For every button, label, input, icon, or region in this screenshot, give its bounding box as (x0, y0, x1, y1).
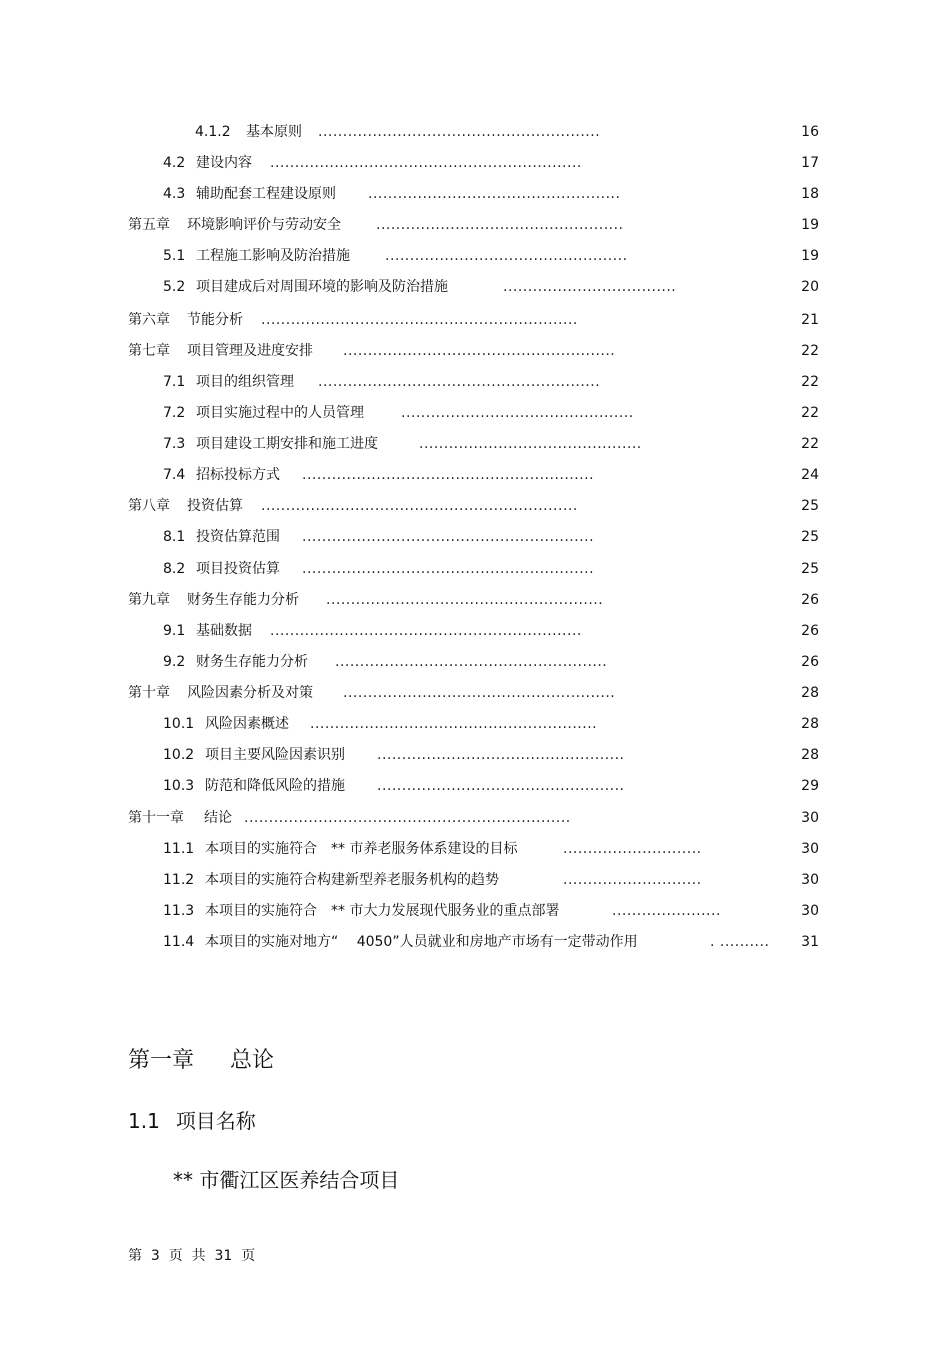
toc-row[interactable] (0, 372, 950, 392)
toc-leader: ................................................... (368, 186, 621, 202)
toc-page: 30 (801, 810, 819, 826)
toc-leader: ............................................................... (270, 155, 582, 171)
toc-title: 风险因素概述 (205, 716, 289, 732)
toc-row[interactable] (0, 870, 950, 890)
toc-page: 28 (801, 716, 819, 732)
toc-leader: ........................................................... (302, 529, 595, 545)
toc-row[interactable] (0, 465, 950, 485)
toc-row[interactable] (0, 246, 950, 266)
chapter-heading (128, 1046, 274, 1076)
toc-number: 10.2 (163, 747, 195, 763)
toc-leader: ....................................................... (335, 654, 608, 670)
toc-number: 4.1.2 (195, 124, 231, 140)
toc-title: 防范和降低风险的措施 (205, 778, 345, 794)
toc-row[interactable] (0, 714, 950, 734)
toc-title: 结论 (204, 810, 232, 826)
toc-number: 4.2 (163, 155, 186, 171)
toc-title: 投资估算 (187, 498, 243, 514)
toc-number: 11.2 (163, 872, 195, 888)
toc-number: 第七章 (128, 343, 170, 359)
toc-title: 项目建成后对周围环境的影响及防治措施 (196, 279, 448, 295)
toc-number: 第六章 (128, 312, 170, 328)
toc-row[interactable] (0, 932, 950, 952)
toc-page: 22 (801, 343, 819, 359)
toc-title: 风险因素分析及对策 (187, 685, 313, 701)
toc-number: 11.3 (163, 903, 195, 919)
toc-page: 30 (801, 872, 819, 888)
toc-leader: ............................ (563, 841, 702, 857)
toc-title: 财务生存能力分析 (187, 592, 299, 608)
toc-number: 7.3 (163, 436, 186, 452)
toc-title: 财务生存能力分析 (196, 654, 308, 670)
toc-title: 项目投资估算 (196, 561, 280, 577)
page-footer: 第 3 页 共 31 页 (128, 1248, 256, 1264)
toc-number: 5.2 (163, 279, 186, 295)
toc-number: 第十章 (128, 685, 170, 701)
toc-page: 22 (801, 436, 819, 452)
toc-leader: ........................................................... (302, 561, 595, 577)
toc-leader: .................................................................. (244, 810, 571, 826)
toc-page: 18 (801, 186, 819, 202)
chapter-number: 第一章 (128, 1048, 195, 1073)
toc-leader: ................................................. (385, 248, 628, 264)
toc-page: 30 (801, 841, 819, 857)
toc-page: 22 (801, 374, 819, 390)
toc-row[interactable] (0, 776, 950, 796)
toc-row[interactable] (0, 184, 950, 204)
toc-row[interactable] (0, 559, 950, 579)
toc-row[interactable] (0, 215, 950, 235)
toc-page: 19 (801, 248, 819, 264)
toc-title: 基础数据 (196, 623, 252, 639)
toc-row[interactable] (0, 901, 950, 921)
project-name-text: ** 市衢江区医养结合项目 (173, 1168, 400, 1192)
toc-number: 7.2 (163, 405, 186, 421)
toc-number: 4.3 (163, 186, 186, 202)
toc-number: 8.2 (163, 561, 186, 577)
toc-number: 7.1 (163, 374, 186, 390)
toc-leader: .................................................. (377, 778, 625, 794)
toc-page: 16 (801, 124, 819, 140)
toc-number: 9.1 (163, 623, 186, 639)
chapter-title: 总论 (230, 1048, 275, 1073)
toc-title: 本项目的实施符合 ** 市养老服务体系建设的目标 (205, 841, 518, 857)
toc-leader: ............................................. (419, 436, 642, 452)
toc-leader: ....................................................... (343, 685, 616, 701)
toc-leader: ........................................................ (326, 592, 604, 608)
toc-number: 7.4 (163, 467, 186, 483)
toc-leader: ............................................................... (270, 623, 582, 639)
toc-page: 26 (801, 623, 819, 639)
toc-leader: ...................... (612, 903, 721, 919)
toc-number: 11.1 (163, 841, 195, 857)
toc-title: 环境影响评价与劳动安全 (187, 217, 341, 233)
toc-row[interactable] (0, 621, 950, 641)
toc-page: 19 (801, 217, 819, 233)
toc-leader: ................................................................ (261, 312, 578, 328)
toc-title: 本项目的实施符合 ** 市大力发展现代服务业的重点部署 (205, 903, 560, 919)
toc-number: 10.1 (163, 716, 195, 732)
toc-number: 11.4 (163, 934, 195, 950)
toc-number: 8.1 (163, 529, 186, 545)
toc-leader: ......................................................... (318, 374, 601, 390)
toc-number: 第五章 (128, 217, 170, 233)
section-title: 项目名称 (175, 1109, 256, 1133)
toc-row[interactable] (0, 683, 950, 703)
toc-title: 项目主要风险因素识别 (205, 747, 345, 763)
toc-row[interactable] (0, 808, 950, 828)
toc-page: 25 (801, 529, 819, 545)
toc-row[interactable] (0, 310, 950, 330)
toc-leader: ....................................................... (343, 343, 616, 359)
toc-row[interactable] (0, 527, 950, 547)
toc-leader: .................................................. (377, 747, 625, 763)
toc-title: 本项目的实施符合构建新型养老服务机构的趋势 (205, 872, 499, 888)
toc-page: 26 (801, 654, 819, 670)
toc-page: 25 (801, 498, 819, 514)
section-number: 1.1 (128, 1109, 160, 1133)
toc-row[interactable] (0, 341, 950, 361)
toc-page: 30 (801, 903, 819, 919)
toc-row[interactable] (0, 153, 950, 173)
toc-title: 项目的组织管理 (196, 374, 294, 390)
toc-title: 建设内容 (196, 155, 252, 171)
toc-title: 项目建设工期安排和施工进度 (196, 436, 378, 452)
toc-row[interactable] (0, 277, 950, 297)
section-heading (128, 1107, 256, 1135)
toc-leader: ................................................................ (261, 498, 578, 514)
toc-title: 工程施工影响及防治措施 (196, 248, 350, 264)
toc-row[interactable] (0, 434, 950, 454)
toc-title: 辅助配套工程建设原则 (196, 186, 336, 202)
toc-leader: . .......... (710, 934, 770, 950)
toc-row[interactable] (0, 122, 950, 142)
toc-number: 第八章 (128, 498, 170, 514)
toc-leader: ............................ (563, 872, 702, 888)
toc-row[interactable] (0, 590, 950, 610)
toc-page: 25 (801, 561, 819, 577)
toc-title: 基本原则 (246, 124, 302, 140)
toc-row[interactable] (0, 403, 950, 423)
toc-row[interactable] (0, 496, 950, 516)
toc-page: 17 (801, 155, 819, 171)
toc-page: 20 (801, 279, 819, 295)
toc-number: 5.1 (163, 248, 186, 264)
toc-row[interactable] (0, 652, 950, 672)
toc-page: 28 (801, 685, 819, 701)
toc-number: 第九章 (128, 592, 170, 608)
toc-row[interactable] (0, 839, 950, 859)
toc-page: 29 (801, 778, 819, 794)
toc-row[interactable] (0, 745, 950, 765)
toc-leader: ............................................... (401, 405, 634, 421)
toc-leader: ......................................................... (318, 124, 601, 140)
toc-title: 投资估算范围 (196, 529, 280, 545)
toc-title: 项目实施过程中的人员管理 (196, 405, 364, 421)
toc-page: 28 (801, 747, 819, 763)
toc-leader: .................................................. (376, 217, 624, 233)
toc-page: 26 (801, 592, 819, 608)
toc-page: 24 (801, 467, 819, 483)
toc-number: 9.2 (163, 654, 186, 670)
toc-title: 招标投标方式 (196, 467, 280, 483)
toc-page: 22 (801, 405, 819, 421)
toc-title: 本项目的实施对地方“ 4050”人员就业和房地产市场有一定带动作用 (205, 934, 638, 950)
toc-number: 10.3 (163, 778, 195, 794)
toc-title: 节能分析 (187, 312, 243, 328)
toc-page: 21 (801, 312, 819, 328)
toc-leader: ........................................................... (302, 467, 595, 483)
toc-number: 第十一章 (128, 810, 184, 826)
toc-leader: .......................................................... (310, 716, 598, 732)
toc-title: 项目管理及进度安排 (187, 343, 313, 359)
toc-leader: ................................... (503, 279, 677, 295)
toc-page: 31 (801, 934, 819, 950)
